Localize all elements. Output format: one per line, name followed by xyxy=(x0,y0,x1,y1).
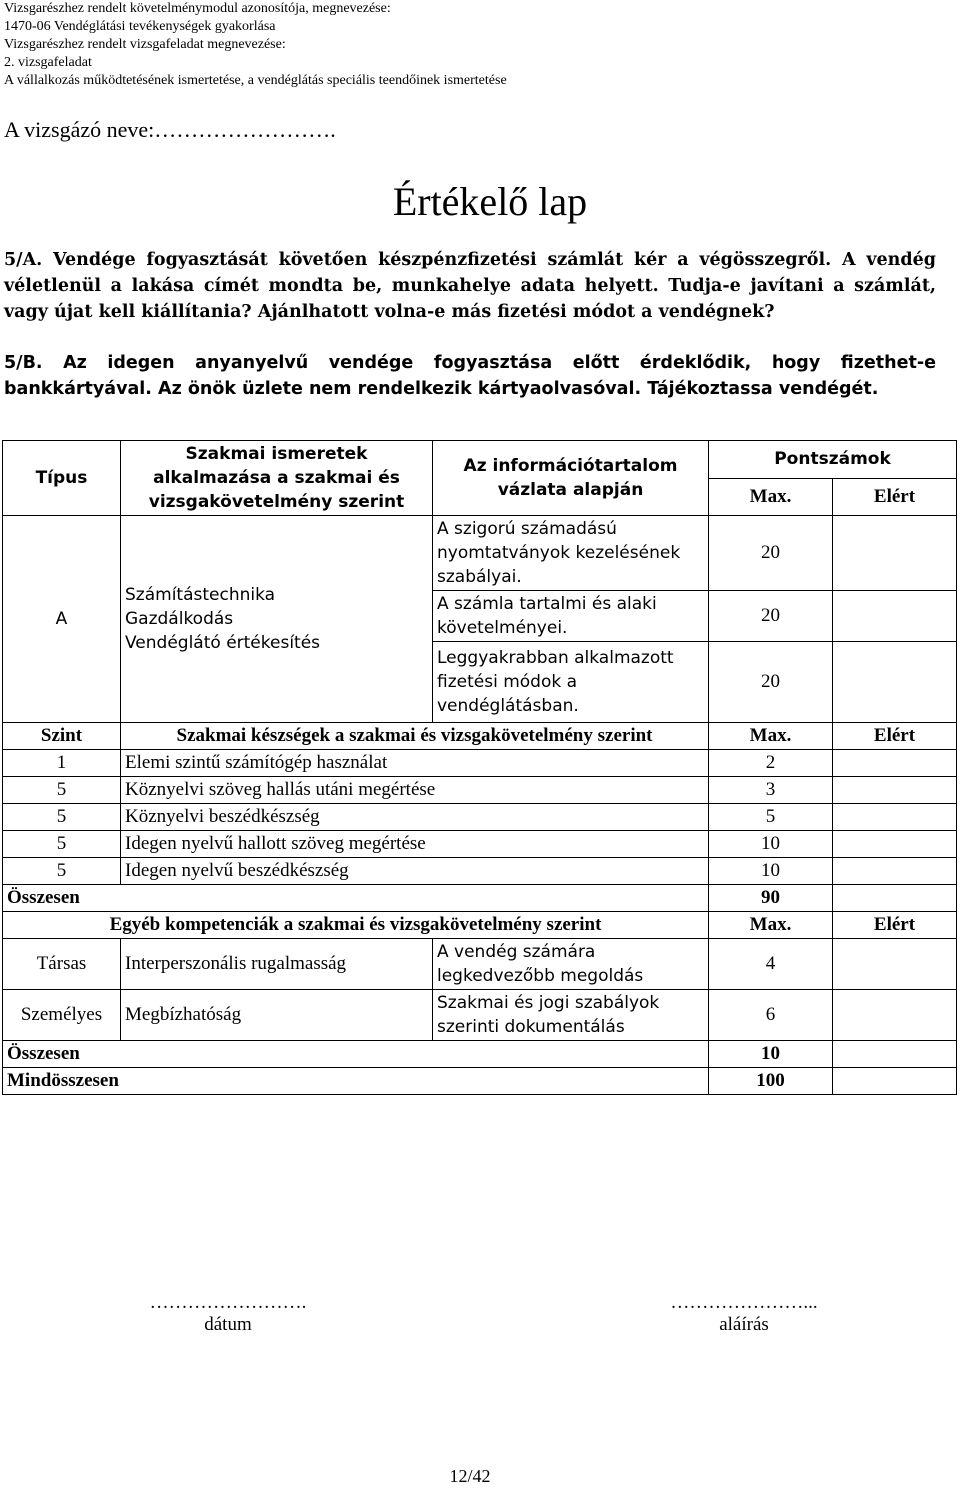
subject: Gazdálkodás xyxy=(125,609,234,629)
subject-list xyxy=(121,516,433,723)
competence-category: Személyes xyxy=(3,990,121,1041)
max-points: 10 xyxy=(709,831,833,858)
skill-name: Idegen nyelvű hallott szöveg megértése xyxy=(121,831,709,858)
date-block xyxy=(90,1292,366,1336)
skill-name: Elemi szintű számítógép használat xyxy=(121,750,709,777)
skills-total-label: Összesen xyxy=(3,885,709,912)
achieved-points xyxy=(833,885,957,912)
info-item: Leggyakrabban alkalmazott fizetési módok a vendéglátásban. xyxy=(433,642,709,723)
header-line: 2. vizsgafeladat xyxy=(4,55,92,70)
achieved-points xyxy=(833,750,957,777)
subject: Számítástechnika xyxy=(125,585,276,605)
skill-name: Köznyelvi beszédkészség xyxy=(121,804,709,831)
other-total-value: 10 xyxy=(709,1041,833,1068)
achieved-points xyxy=(833,777,957,804)
knowledge-application-header: Szakmai ismeretek alkalmazása a szakmai és vizsgakövetelmény szerint xyxy=(121,441,433,516)
max-points: 20 xyxy=(709,591,833,642)
achieved-header: Elért xyxy=(833,723,957,750)
max-header: Max. xyxy=(709,478,833,516)
achieved-points xyxy=(833,1068,957,1095)
achieved-points xyxy=(833,642,957,723)
signature-dots: …………………... xyxy=(670,1292,818,1313)
max-points: 5 xyxy=(709,804,833,831)
max-header: Max. xyxy=(709,912,833,939)
candidate-name-field: A vizsgázó neve:……………………. xyxy=(4,117,336,142)
other-total-label: Összesen xyxy=(3,1041,709,1068)
task-line: vagy újat kell kiállítania? Ajánlhatott volna-e más fizetési módot a vendégnek? xyxy=(4,302,775,322)
signature-block xyxy=(606,1292,882,1336)
achieved-points xyxy=(833,858,957,885)
task-line: bankkártyával. Az önök üzlete nem rendelkezik kártyaolvasóval. Tájékoztassa vendégét. xyxy=(4,379,879,399)
achieved-points xyxy=(833,939,957,990)
page-title: Értékelő lap xyxy=(392,179,588,224)
header-line: 1470-06 Vendéglátási tevékenységek gyakorlása xyxy=(4,19,276,34)
header-line: Vizsgarészhez rendelt követelménymodul azonosítója, megnevezése: xyxy=(4,1,391,16)
achieved-points xyxy=(833,804,957,831)
page-number: 12/42 xyxy=(449,1466,491,1486)
max-points: 20 xyxy=(709,642,833,723)
skill-name: Idegen nyelvű beszédkészség xyxy=(121,858,709,885)
achieved-points xyxy=(833,591,957,642)
achieved-header: Elért xyxy=(833,478,957,516)
type-value: A xyxy=(3,516,121,723)
skills-total-value: 90 xyxy=(709,885,833,912)
info-content-header: Az információtartalom vázlata alapján xyxy=(433,441,709,516)
max-points: 6 xyxy=(709,990,833,1041)
date-dots: ……………………. xyxy=(149,1292,307,1313)
info-item: A szigorú számadású nyomtatványok kezelésének szabályai. xyxy=(433,516,709,591)
competence-category: Társas xyxy=(3,939,121,990)
competence-description: A vendég számára legkedvezőbb megoldás xyxy=(433,939,709,990)
skill-name: Köznyelvi szöveg hallás utáni megértése xyxy=(121,777,709,804)
achieved-points xyxy=(833,990,957,1041)
subject: Vendéglátó értékesítés xyxy=(125,633,321,653)
skill-level: 5 xyxy=(3,858,121,885)
max-points: 10 xyxy=(709,858,833,885)
task-5a xyxy=(4,247,936,325)
header-line: A vállalkozás működtetésének ismertetése, a vendéglátás speciális teendőinek ismertetése xyxy=(4,73,507,88)
level-header: Szint xyxy=(3,723,121,750)
achieved-header: Elért xyxy=(833,912,957,939)
skills-title: Szakmai készségek a szakmai és vizsgakövetelmény szerint xyxy=(121,723,709,750)
date-label: dátum xyxy=(204,1314,252,1335)
task-line: 5/A. Vendége fogyasztását követően készpénzfizetési számlát kér a végösszegről. A vendég xyxy=(4,250,936,270)
max-points: 3 xyxy=(709,777,833,804)
evaluation-table xyxy=(2,440,957,1095)
max-header: Max. xyxy=(709,723,833,750)
header-line: Vizsgarészhez rendelt vizsgafeladat megnevezése: xyxy=(4,37,286,52)
document-header xyxy=(4,0,507,90)
competence-name: Interperszonális rugalmasság xyxy=(121,939,433,990)
type-header: Típus xyxy=(3,441,121,516)
task-5b xyxy=(4,350,936,402)
grand-total-value: 100 xyxy=(709,1068,833,1095)
competence-description: Szakmai és jogi szabályok szerinti dokumentálás xyxy=(433,990,709,1041)
skill-level: 5 xyxy=(3,831,121,858)
skill-level: 5 xyxy=(3,777,121,804)
achieved-points xyxy=(833,1041,957,1068)
signature-label: aláírás xyxy=(719,1314,769,1335)
max-points: 4 xyxy=(709,939,833,990)
achieved-points xyxy=(833,516,957,591)
max-points: 20 xyxy=(709,516,833,591)
info-item: A számla tartalmi és alaki követelményei. xyxy=(433,591,709,642)
competence-name: Megbízhatóság xyxy=(121,990,433,1041)
achieved-points xyxy=(833,831,957,858)
grand-total-label: Mindösszesen xyxy=(3,1068,709,1095)
skill-level: 1 xyxy=(3,750,121,777)
task-line: véletlenül a lakása címét mondta be, munkahelye adata helyett. Tudja-e javítani a számlát, xyxy=(4,276,936,296)
points-header: Pontszámok xyxy=(709,441,957,479)
other-competencies-title: Egyéb kompetenciák a szakmai és vizsgakövetelmény szerint xyxy=(3,912,709,939)
task-line: 5/B. Az idegen anyanyelvű vendége fogyasztása előtt érdeklődik, hogy fizethet-e xyxy=(4,353,936,373)
skill-level: 5 xyxy=(3,804,121,831)
max-points: 2 xyxy=(709,750,833,777)
